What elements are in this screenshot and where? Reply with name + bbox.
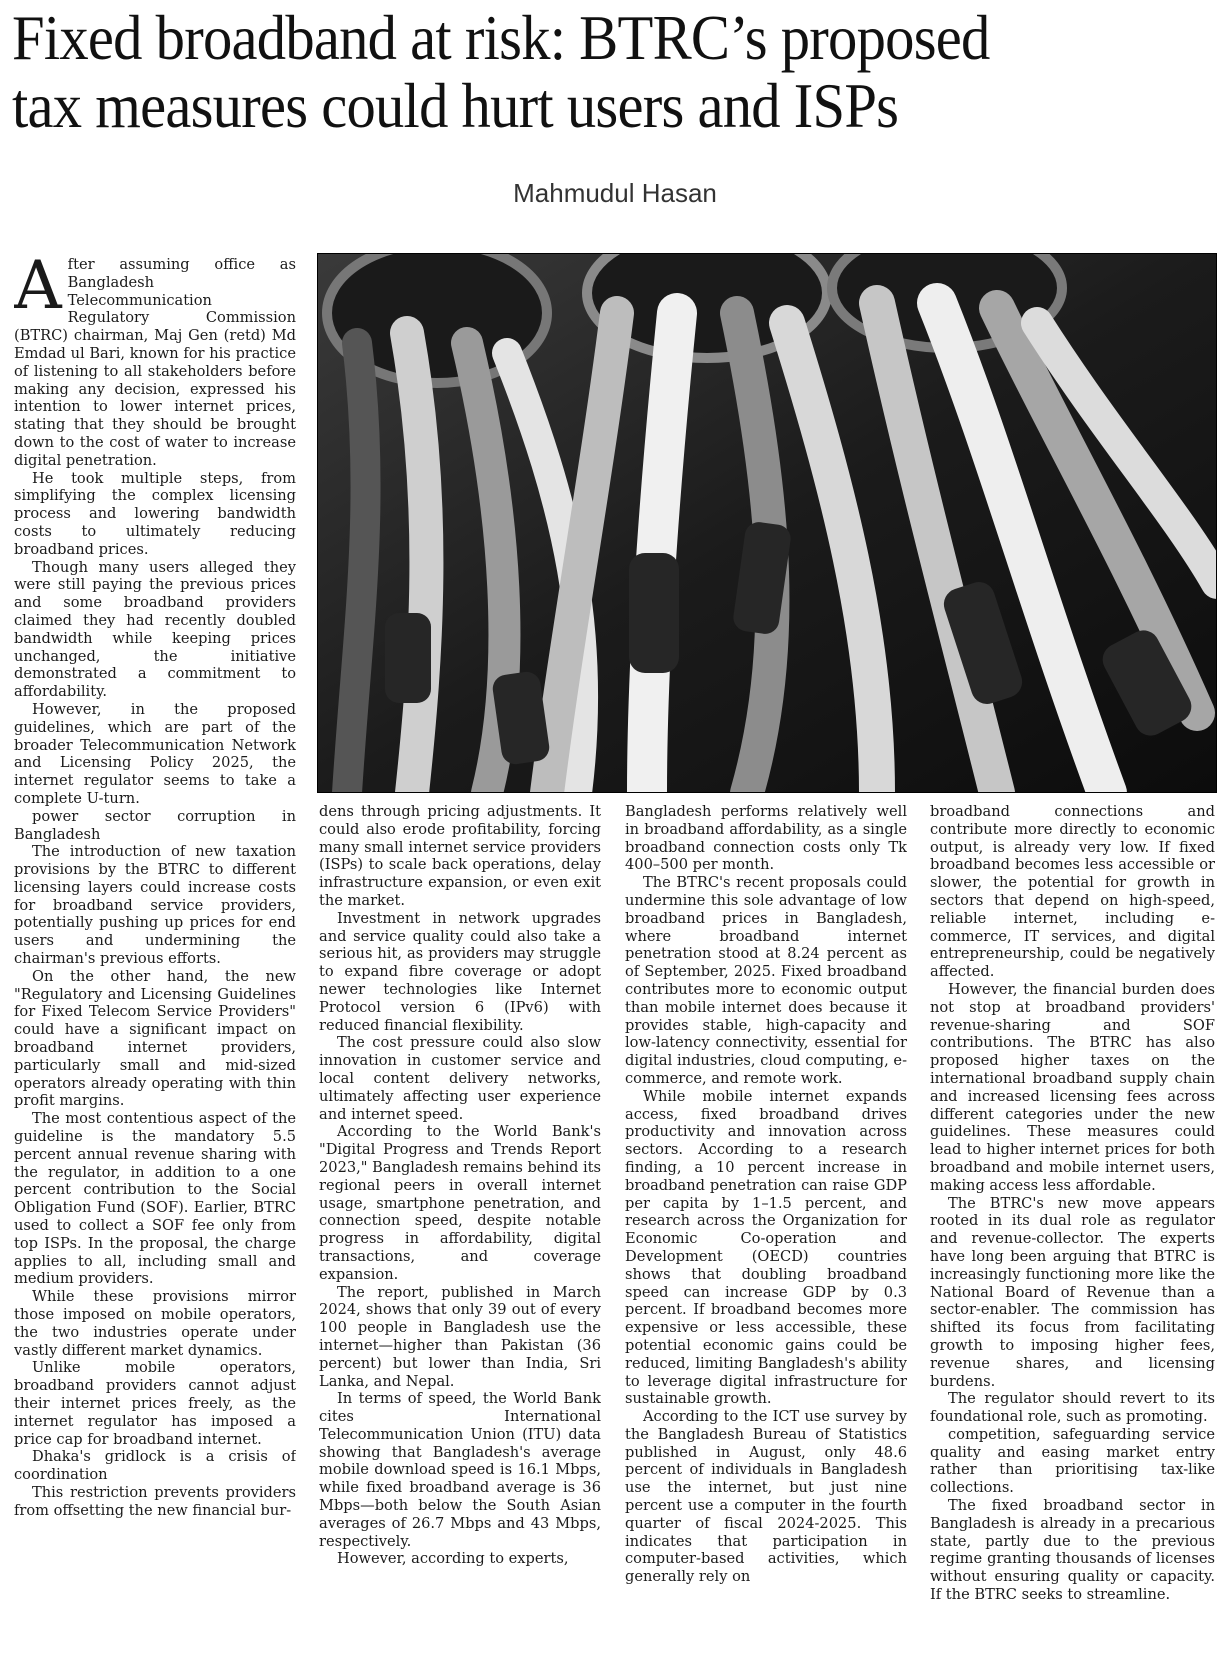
drop-cap: A — [14, 256, 62, 324]
paragraph: Unlike mobile operators, broadband providers cannot adjust their internet prices freely, as the internet regulator has imposed a price cap for broadband internet. — [14, 1359, 296, 1448]
article-column-2 — [319, 803, 601, 1660]
article-column-3 — [625, 803, 907, 1660]
paragraph: The report, published in March 2024, shows that only 39 out of every 100 people in Bangladesh use the internet—higher than Pakistan (36 percent) but lower than India, Sri Lanka, and Nepal. — [319, 1283, 601, 1390]
paragraph: The introduction of new taxation provisions by the BTRC to different licensing layers could increase costs for broadband service providers, potentially pushing up prices for end users and undermining the chairman's previous efforts. — [14, 843, 296, 968]
paragraph: He took multiple steps, from simplifying the complex licensing process and lowering bandwidth costs to ultimately reducing broadband prices. — [14, 469, 296, 558]
paragraph: While these provisions mirror those imposed on mobile operators, the two industries operate under vastly different market dynamics. — [14, 1288, 296, 1359]
paragraph: This restriction prevents providers from offsetting the new financial bur- — [14, 1483, 296, 1519]
paragraph: Investment in network upgrades and service quality could also take a serious hit, as providers may struggle to expand fibre coverage or adopt newer technologies like Internet Protocol version 6 (IPv6) with reduced financial flexibility. — [319, 909, 601, 1034]
article-column-1 — [14, 256, 296, 1660]
paragraph: On the other hand, the new "Regulatory and Licensing Guidelines for Fixed Telecom Service Providers" could have a significant impact on broadband internet providers, particularly small and mid-sized operators already operating with thin profit margins. — [14, 967, 296, 1110]
paragraph: However, the financial burden does not stop at broadband providers' revenue-sharing and SOF contributions. The BTRC has also proposed higher taxes on the international broadband supply chain and increased licensing fees across different categories under the new guidelines. These measures could lead to higher internet prices for both broadband and mobile internet users, making access less affordable. — [930, 980, 1215, 1194]
related-link-text: power sector corruption in Bangladesh — [14, 807, 296, 843]
paragraph: The BTRC's recent proposals could undermine this sole advantage of low broadband prices in Bangladesh, where broadband internet penetration stood at 8.24 percent as of September, 2025. Fixed broadband contributes more to economic output than mobile internet does because it provides stable, high-capacity and low-latency connectivity, essential for digital industries, cloud computing, e-commerce, and remote work. — [625, 874, 907, 1087]
paragraph: The fixed broadband sector in Bangladesh is already in a precarious state, partly due to the previous regime granting thousands of licenses without ensuring quality or capacity. If the BTRC seeks to streamline. — [930, 1497, 1215, 1604]
headline-line-2: tax measures could hurt users and ISPs — [12, 71, 899, 141]
paragraph: However, in the proposed guidelines, which are part of the broader Telecommunication Network and Licensing Policy 2025, the internet regulator seems to take a complete U-turn. — [14, 700, 296, 807]
paragraph: dens through pricing adjustments. It could also erode profitability, forcing many small internet service providers (ISPs) to scale back operations, delay infrastructure expansion, or even exit the market. — [319, 803, 601, 909]
paragraph: While mobile internet expands access, fixed broadband drives productivity and innovation across sectors. According to a research finding, a 10 percent increase in broadband penetration can raise GDP per capita by 1–1.5 percent, and research across the Organization for Economic Co-operation and Development (OECD) countries shows that doubling broadband speed can increase GDP by 0.3 percent. If broadband becomes more expensive or less accessible, these potential economic gains could be reduced, limiting Bangladesh's ability to leverage digital infrastructure for sustainable growth. — [625, 1087, 907, 1408]
article-column-4 — [930, 803, 1215, 1660]
cables-illustration — [317, 253, 1217, 793]
related-link-text: Dhaka's gridlock is a crisis of coordination — [14, 1448, 296, 1484]
paragraph: competition, safeguarding service quality and easing market entry rather than prioritising tax-like collections. — [930, 1425, 1215, 1497]
paragraph: According to the ICT use survey by the Bangladesh Bureau of Statistics published in August, only 48.6 percent of individuals in Bangladesh use the internet, but just nine percent use a computer in the fourth quarter of fiscal 2024-2025. This indicates that participation in computer-based activities, which generally rely on — [625, 1408, 907, 1586]
headline-line-1: Fixed broadband at risk: BTRC’s proposed — [12, 3, 990, 73]
paragraph: According to the World Bank's "Digital Progress and Trends Report 2023," Bangladesh remains behind its regional peers in overall internet usage, smartphone penetration, and connection speed, despite notable progress in affordability, digital transactions, and coverage expansion. — [319, 1123, 601, 1283]
paragraph: The most contentious aspect of the guideline is the mandatory 5.5 percent annual revenue sharing with the regulator, in addition to a one percent contribution to the Social Obligation Fund (SOF). Earlier, BTRC used to collect a SOF fee only from top ISPs. In the proposal, the charge applies to all, including small and medium providers. — [14, 1110, 296, 1288]
paragraph: broadband connections and contribute more directly to economic output, is already very low. If fixed broadband becomes less accessible or slower, the potential for growth in sectors that depend on high-speed, reliable internet, including e-commerce, IT services, and digital entrepreneurship, could be negatively affected. — [930, 803, 1215, 981]
headline — [12, 4, 1134, 140]
network-cables-photo — [317, 253, 1217, 793]
paragraph: In terms of speed, the World Bank cites International Telecommunication Union (ITU) data showing that Bangladesh's average mobile download speed is 16.1 Mbps, while fixed broadband average is 36 Mbps—both below the South Asian averages of 26.7 Mbps and 43 Mbps, respectively. — [319, 1390, 601, 1550]
paragraph: The BTRC's new move appears rooted in its dual role as regulator and revenue-collector. The experts have long been arguing that BTRC is increasingly functioning more like the National Board of Revenue than a sector-enabler. The commission has shifted its focus from facilitating growth to imposing higher fees, revenue shares, and licensing burdens. — [930, 1194, 1215, 1390]
lead-paragraph: After assuming office as Bangladesh Telecommunication Regulatory Commission (BTRC) chairman, Maj Gen (retd) Md Emdad ul Bari, known for his practice of listening to all stakeholders before making any decision, expressed his intention to lower internet prices, stating that they should be brought down to the cost of water to increase digital penetration. — [14, 256, 296, 469]
paragraph: Though many users alleged they were still paying the previous prices and some broadband providers claimed they had recently doubled bandwidth while keeping prices unchanged, the initiative demonstrated a commitment to affordability. — [14, 558, 296, 701]
paragraph: Bangladesh performs relatively well in broadband affordability, as a single broadband connection costs only Tk 400–500 per month. — [625, 803, 907, 874]
paragraph: The regulator should revert to its foundational role, such as promoting. — [930, 1390, 1215, 1426]
byline: Mahmudul Hasan — [513, 178, 717, 208]
paragraph: The cost pressure could also slow innovation in customer service and local content delivery networks, ultimately affecting user experience and internet speed. — [319, 1034, 601, 1123]
paragraph: However, according to experts, — [337, 1550, 569, 1568]
